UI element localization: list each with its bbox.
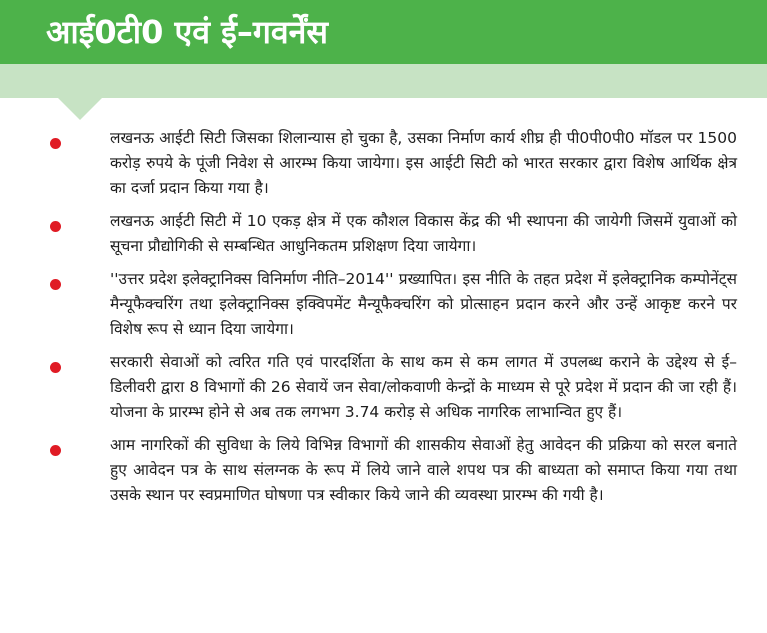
bullet-dot-icon — [50, 279, 61, 290]
bullet-list — [0, 126, 767, 516]
header-sub-band — [0, 64, 767, 98]
list-item — [0, 433, 767, 508]
bullet-dot-icon — [50, 138, 61, 149]
list-item — [0, 126, 767, 201]
list-item-text: आम नागरिकों की सुविधा के लिये विभिन्न विभागों की शासकीय सेवाओं हेतु आवेदन की प्रक्रिया को सरल बनाते हुए आवेदन पत्र के साथ संलग्नक के रूप में लिये जाने वाले शपथ पत्र की बाध्यता को समाप्त किया गया तथा उसके स्थान पर स्वप्रमाणित घोषणा पत्र स्वीकार किये जाने की व्यवस्था प्रारम्भ की गयी है। — [110, 436, 737, 504]
bullet-dot-icon — [50, 221, 61, 232]
list-item-text: लखनऊ आईटी सिटी जिसका शिलान्यास हो चुका है, उसका निर्माण कार्य शीघ्र ही पी0पी0पी0 मॉडल पर 1500 करोड़ रुपये के पूंजी निवेश से आरम्भ किया जायेगा। इस आईटी सिटी को भारत सरकार द्वारा विशेष आर्थिक क्षेत्र का दर्जा प्रदान किया गया है। — [110, 129, 737, 197]
bullet-dot-icon — [50, 445, 61, 456]
header-pointer-arrow — [58, 98, 102, 120]
list-item — [0, 267, 767, 342]
list-item-text: ''उत्तर प्रदेश इलेक्ट्रानिक्स विनिर्माण नीति–2014'' प्रख्यापित। इस नीति के तहत प्रदेश में इलेक्ट्रानिक कम्पोनेंट्स मैन्यूफैक्चरिंग तथा इलेक्ट्रानिक्स इक्विपमेंट मैन्यूफैक्चरिंग को प्रोत्साहन प्रदान करने और उन्हें आकृष्ट करने पर विशेष रूप से ध्यान दिया जायेगा। — [110, 270, 737, 338]
header-bar — [0, 0, 767, 64]
list-item-text: सरकारी सेवाओं को त्वरित गति एवं पारदर्शिता के साथ कम से कम लागत में उपलब्ध कराने के उद्देश्य से ई–डिलीवरी द्वारा 8 विभागों की 26 सेवायें जन सेवा/लोकवाणी केन्द्रों के माध्यम से पूरे प्रदेश में प्रदान की जा रही हैं। योजना के प्रारम्भ होने से अब तक लगभग 3.74 करोड़ से अधिक नागरिक लाभान्वित हुए हैं। — [110, 353, 737, 421]
bullet-dot-icon — [50, 362, 61, 373]
list-item — [0, 350, 767, 425]
list-item — [0, 209, 767, 259]
page-title: आई0टी0 एवं ई–गवर्नेंस — [46, 13, 329, 51]
list-item-text: लखनऊ आईटी सिटी में 10 एकड़ क्षेत्र में एक कौशल विकास केंद्र की भी स्थापना की जायेगी जिसमें युवाओं को सूचना प्रौद्योगिकी से सम्बन्धित आधुनिकतम प्रशिक्षण दिया जायेगा। — [110, 212, 737, 255]
